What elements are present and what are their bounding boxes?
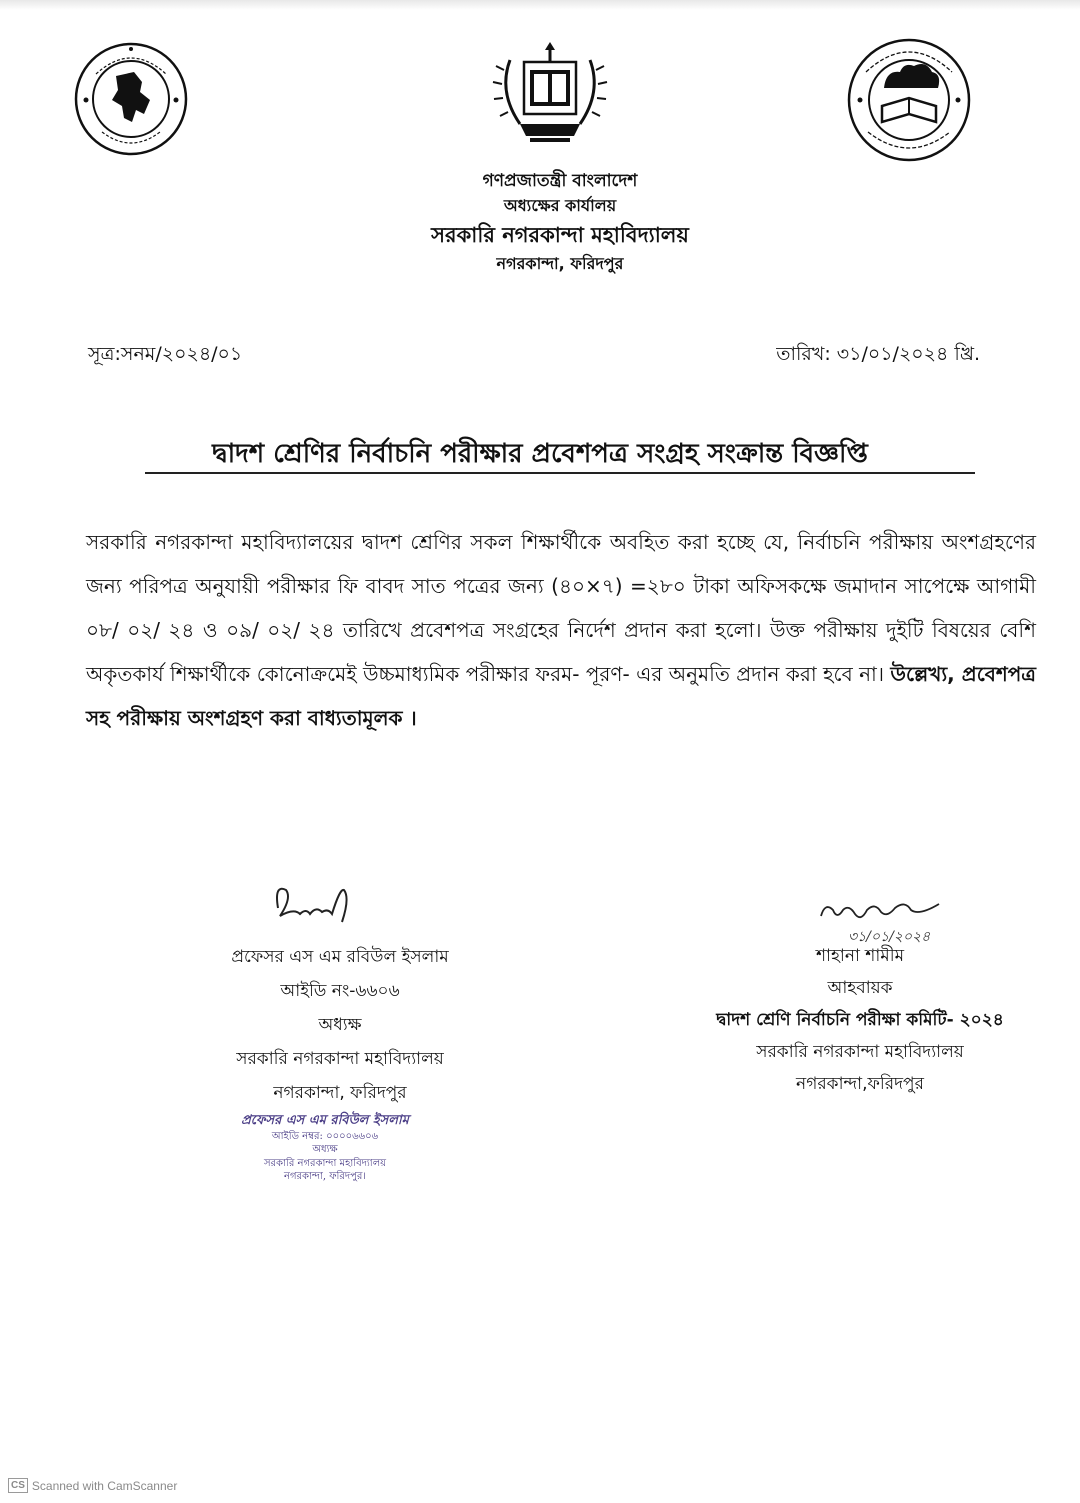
- convener-role: আহবায়ক: [827, 978, 893, 998]
- scan-edge: [0, 0, 1080, 10]
- notice-title: দ্বাদশ শ্রেণির নির্বাচনি পরীক্ষার প্রবেশপত্র সংগ্রহ সংক্রান্ত বিজ্ঞপ্তি: [212, 439, 868, 469]
- principal-signatory: [180, 940, 500, 1110]
- stamp-name: প্রফেসর এস এম রবিউল ইসলাম: [241, 1113, 409, 1128]
- convener-signatory: [660, 940, 1060, 1100]
- notice-date: তারিখ: ৩১/০১/২০২৪ খ্রি.: [776, 343, 980, 365]
- principal-id: আইডি নং-৬৬০৬: [280, 981, 400, 1001]
- committee-name: দ্বাদশ শ্রেণি নির্বাচনি পরীক্ষা কমিটি- ২০২৪: [716, 1010, 1004, 1030]
- college-name: সরকারি নগরকান্দা মহাবিদ্যালয়: [431, 223, 689, 248]
- principal-name: প্রফেসর এস এম রবিউল ইসলাম: [231, 947, 449, 967]
- stamp-designation: অধ্যক্ষ: [312, 1144, 338, 1156]
- notice-body: [86, 520, 1036, 740]
- education-slogan-seal-icon: [844, 36, 974, 164]
- principal-college: সরকারি নগরকান্দা মহাবিদ্যালয়: [236, 1049, 444, 1069]
- office-name: অধ্যক্ষের কার্যালয়: [503, 196, 617, 216]
- college-emblem-icon: [490, 40, 610, 146]
- letterhead: [300, 168, 820, 276]
- government-seal-icon: [72, 40, 190, 158]
- country-name: গণপ্রজাতন্ত্রী বাংলাদেশ: [482, 171, 638, 191]
- principal-designation: অধ্যক্ষ: [318, 1015, 362, 1035]
- principal-stamp: [210, 1112, 440, 1184]
- stamp-location: নগরকান্দা, ফরিদপুর।: [284, 1171, 366, 1183]
- scanner-watermark: [8, 1478, 177, 1493]
- notice-body-emphasis: উল্লেখ্য, প্রবেশপত্র সহ পরীক্ষায় অংশগ্রহণ করা বাধ্যতামূলক ।: [86, 662, 1036, 730]
- memo-number: সূত্র:সনম/২০২৪/০১: [88, 343, 243, 365]
- principal-signature-icon: [270, 878, 360, 938]
- stamp-id: আইডি নম্বর: ০০০০৬৬০৬: [271, 1130, 379, 1142]
- camscanner-logo-icon: CS: [8, 1478, 28, 1493]
- reference-row: [88, 340, 980, 372]
- stamp-college: সরকারি নগরকান্দা মহাবিদ্যালয়: [263, 1157, 387, 1169]
- convener-college: সরকারি নগরকান্দা মহাবিদ্যালয়: [756, 1042, 964, 1062]
- principal-location: নগরকান্দা, ফরিদপুর: [273, 1083, 407, 1103]
- notice-body-main: সরকারি নগরকান্দা মহাবিদ্যালয়ের দ্বাদশ শ্রেণির সকল শিক্ষার্থীকে অবহিত করা হচ্ছে যে, নির্বাচনি পরীক্ষায় অংশগ্রহণের জন্য পরিপত্র অনুযায়ী পরীক্ষার ফি বাবদ সাত পত্রের জন্য (৪০×৭) =২৮০ টাকা অফিসকক্ষে জমাদান সাপেক্ষে আগামী ০৮/ ০২/ ২৪ ও ০৯/ ০২/ ২৪ তারিখে প্রবেশপত্র সংগ্রহের নির্দেশ প্রদান করা হলো। উক্ত পরীক্ষায় দুইটি বিষয়ের বেশি অকৃতকার্য শিক্ষার্থীকে কোনোক্রমেই উচ্চমাধ্যমিক পরীক্ষার ফরম- পূরণ- এর অনুমতি প্রদান করা হবে না।: [86, 530, 1036, 686]
- title-underline: [145, 472, 975, 474]
- convener-sign-date: ৩১/০১/২০২৪: [848, 929, 931, 945]
- convener-name: শাহানা শামীম: [815, 946, 905, 966]
- convener-location: নগরকান্দা,ফরিদপুর: [796, 1074, 924, 1094]
- college-location: নগরকান্দা, ফরিদপুর: [496, 253, 624, 273]
- scanner-label: Scanned with CamScanner: [31, 1478, 178, 1493]
